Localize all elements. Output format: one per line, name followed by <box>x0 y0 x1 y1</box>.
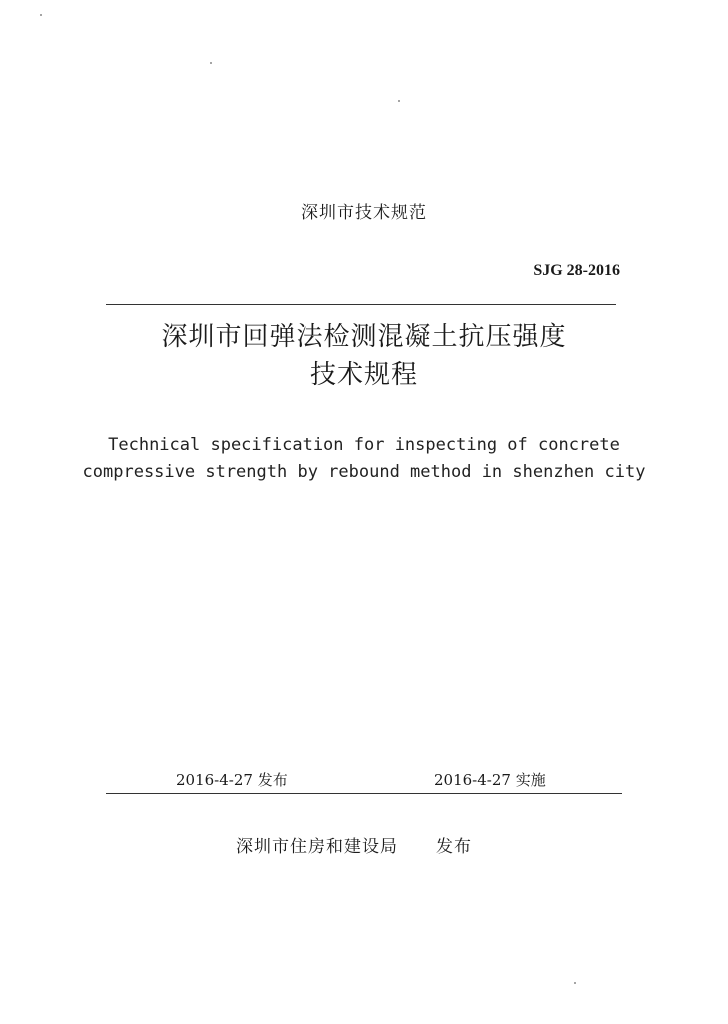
publisher-name: 深圳市住房和建设局 <box>236 837 398 857</box>
issue-date: 2016-4-27 发布 <box>176 771 288 789</box>
dates-row <box>106 769 616 791</box>
publisher-line <box>236 832 472 857</box>
implementation-date: 2016-4-27 实施 <box>434 771 546 789</box>
standard-series-label: 深圳市技术规范 <box>301 203 427 223</box>
scan-speck <box>210 62 212 64</box>
english-title-line-1: Technical specification for inspecting of concrete <box>108 435 620 455</box>
bottom-divider <box>106 793 622 794</box>
chinese-title-line-1: 深圳市回弹法检测混凝土抗压强度 <box>161 322 567 352</box>
chinese-title-line-2: 技术规程 <box>309 360 418 390</box>
standard-code: SJG 28-2016 <box>533 262 620 279</box>
scan-speck <box>40 14 42 16</box>
publisher-label: 发布 <box>436 837 472 857</box>
scan-speck <box>574 982 576 984</box>
chinese-title <box>0 318 728 394</box>
english-title <box>0 432 728 486</box>
scan-speck <box>398 100 400 102</box>
top-divider <box>106 304 616 305</box>
english-title-line-2: compressive strength by rebound method in shenzhen city <box>82 462 646 482</box>
